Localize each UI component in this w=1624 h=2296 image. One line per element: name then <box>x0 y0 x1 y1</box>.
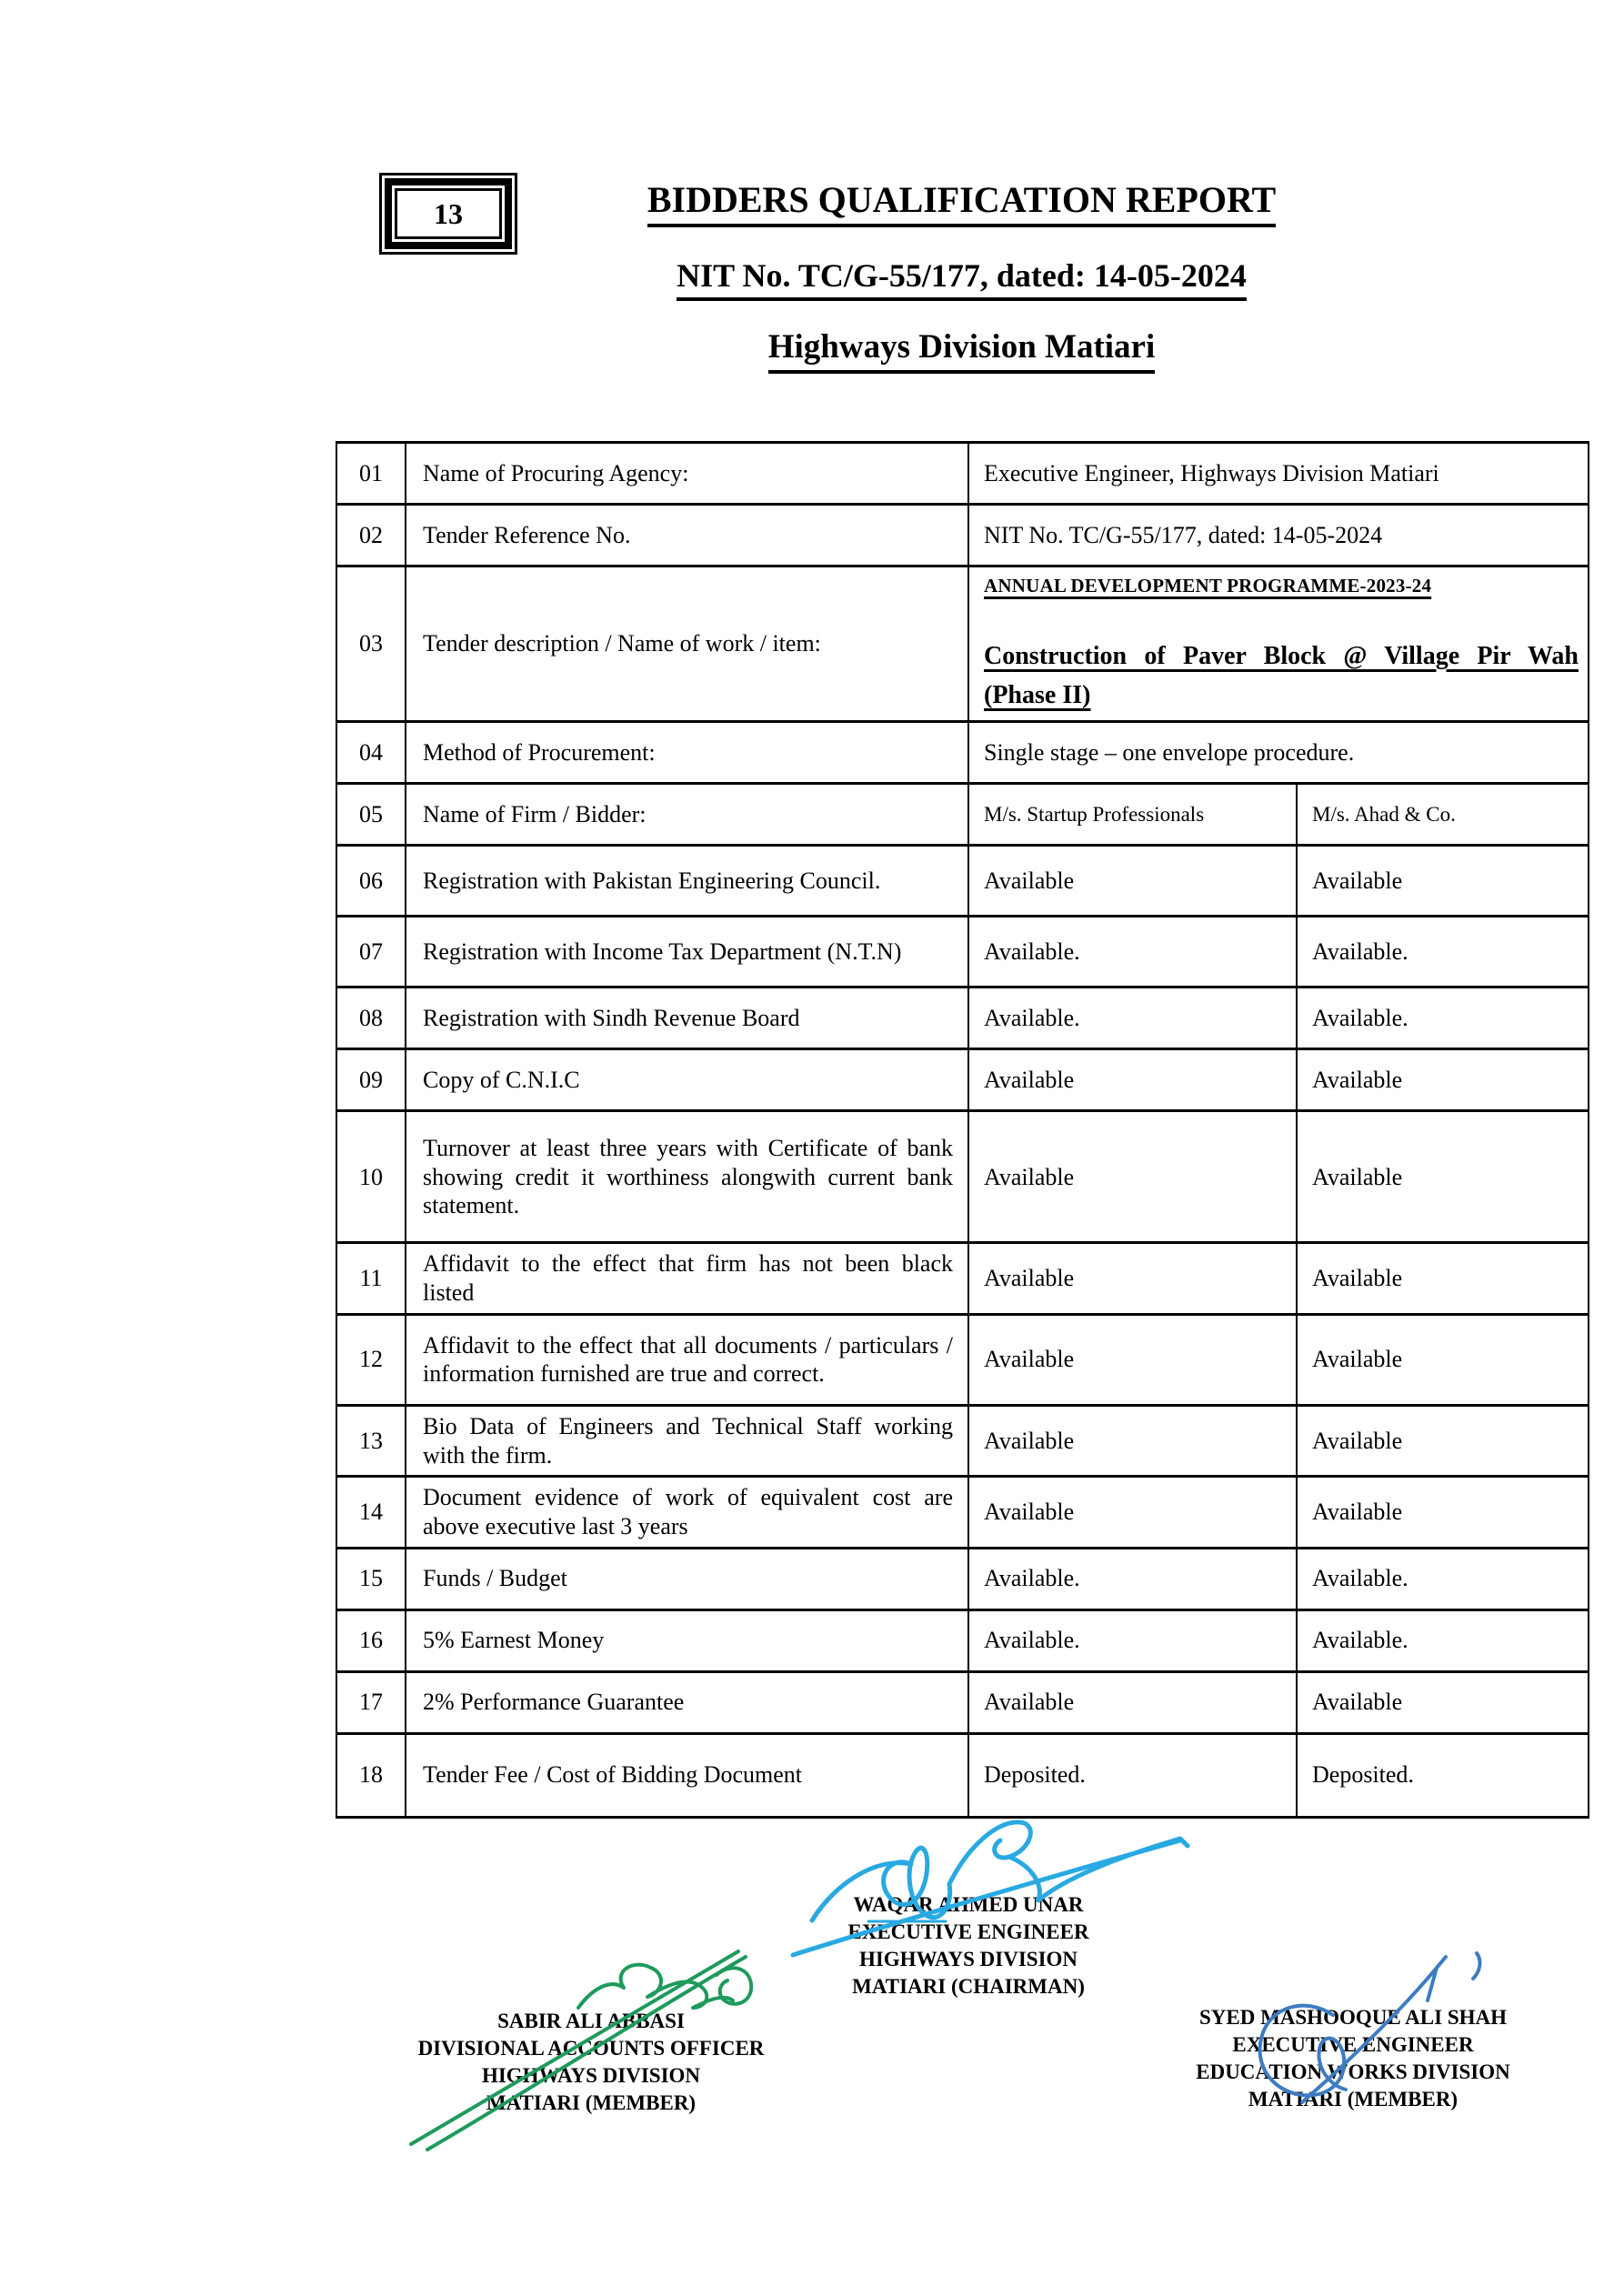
row-description: Registration with Sindh Revenue Board <box>406 988 968 1049</box>
row-number: 02 <box>336 505 406 566</box>
row-value-bidder2: Available <box>1297 1049 1589 1111</box>
row-value-bidder2: Available <box>1297 1405 1589 1476</box>
row-value-bidder2: Available <box>1297 846 1589 917</box>
table-row <box>336 846 1589 917</box>
qualification-table <box>336 441 1589 1819</box>
row-description: Tender description / Name of work / item: <box>406 566 968 722</box>
table-row <box>336 784 1589 846</box>
member-accounts-signature-block <box>355 2008 827 2117</box>
row-number: 05 <box>336 784 406 846</box>
row-number: 11 <box>336 1243 406 1314</box>
table-row <box>336 443 1589 505</box>
row-value-bidder1: Available. <box>968 917 1297 988</box>
row-value-bidder2: Available. <box>1297 988 1589 1049</box>
qualification-table-body <box>336 443 1589 1818</box>
row-number: 01 <box>336 443 406 505</box>
table-row <box>336 1548 1589 1609</box>
row-value-bidder1: M/s. Startup Professionals <box>968 784 1297 846</box>
chairman-title: EXECUTIVE ENGINEER <box>847 1920 1089 1943</box>
row-value-bidder2: Available <box>1297 1477 1589 1548</box>
row-number: 12 <box>336 1314 406 1405</box>
programme-heading: ANNUAL DEVELOPMENT PROGRAMME-2023-24 <box>984 575 1432 597</box>
chairman-signature-block <box>791 1891 1146 2000</box>
row-value-bidder1: Deposited. <box>968 1733 1297 1817</box>
division-title-row <box>336 327 1588 374</box>
row-description: Tender Fee / Cost of Bidding Document <box>406 1733 968 1817</box>
row-description: Name of Firm / Bidder: <box>406 784 968 846</box>
table-row <box>336 722 1589 784</box>
row-value: Executive Engineer, Highways Division Matiari <box>968 443 1589 505</box>
row-number: 06 <box>336 846 406 917</box>
row-description: Affidavit to the effect that all documents / particulars / information furnished are true and correct. <box>406 1314 968 1405</box>
chairman-name: WAQAR AHMED UNAR <box>853 1893 1084 1916</box>
row-value-bidder1: Available. <box>968 1609 1297 1671</box>
row-description: 2% Performance Guarantee <box>406 1671 968 1733</box>
row-number: 16 <box>336 1609 406 1671</box>
row-value-bidder1: Available <box>968 1405 1297 1476</box>
table-row <box>336 988 1589 1049</box>
row-description: Registration with Income Tax Department (N.T.N) <box>406 917 968 988</box>
row-value-bidder2: Deposited. <box>1297 1733 1589 1817</box>
row-value-bidder2: Available <box>1297 1671 1589 1733</box>
row-description: Method of Procurement: <box>406 722 968 784</box>
row-value-bidder1: Available <box>968 1111 1297 1243</box>
table-row <box>336 1609 1589 1671</box>
row-description: Name of Procuring Agency: <box>406 443 968 505</box>
row-value-bidder2: Available <box>1297 1314 1589 1405</box>
row-value-bidder1: Available <box>968 1049 1297 1111</box>
report-title-row <box>336 178 1588 227</box>
nit-reference-row <box>336 256 1588 301</box>
row-value <box>968 566 1589 722</box>
row-value-bidder1: Available <box>968 1314 1297 1405</box>
row-description: Registration with Pakistan Engineering Council. <box>406 846 968 917</box>
row-value-bidder2: Available. <box>1297 1609 1589 1671</box>
table-row <box>336 917 1589 988</box>
table-row <box>336 1671 1589 1733</box>
row-description: Funds / Budget <box>406 1548 968 1609</box>
chairman-division: HIGHWAYS DIVISION <box>858 1947 1078 1970</box>
member-accounts-role: MATIARI (MEMBER) <box>486 2090 697 2114</box>
row-description: Affidavit to the effect that firm has not been black listed <box>406 1243 968 1314</box>
row-description: 5% Earnest Money <box>406 1609 968 1671</box>
member-education-name: SYED MASHOOQUE ALI SHAH <box>1198 2006 1508 2029</box>
table-row <box>336 1049 1589 1111</box>
row-number: 09 <box>336 1049 406 1111</box>
row-number: 18 <box>336 1733 406 1817</box>
row-value-bidder1: Available <box>968 1671 1297 1733</box>
member-accounts-title: DIVISIONAL ACCOUNTS OFFICER <box>417 2036 765 2060</box>
row-number: 17 <box>336 1671 406 1733</box>
member-accounts-division: HIGHWAYS DIVISION <box>481 2063 701 2087</box>
row-description: Turnover at least three years with Certificate of bank showing credit it worthiness alongwith current bank statement. <box>406 1111 968 1243</box>
table-row <box>336 566 1589 722</box>
row-description: Document evidence of work of equivalent cost are above executive last 3 years <box>406 1477 968 1548</box>
page-number: 13 <box>395 188 502 239</box>
row-value-bidder2: Available. <box>1297 917 1589 988</box>
table-row <box>336 505 1589 566</box>
row-value-bidder1: Available. <box>968 1548 1297 1609</box>
row-number: 07 <box>336 917 406 988</box>
row-value-bidder1: Available <box>968 846 1297 917</box>
row-value-bidder2: Available. <box>1297 1548 1589 1609</box>
chairman-role: MATIARI (CHAIRMAN) <box>852 1974 1085 1998</box>
division-title: Highways Division Matiari <box>768 327 1156 374</box>
nit-reference: NIT No. TC/G-55/177, dated: 14-05-2024 <box>677 256 1247 301</box>
row-value: Single stage – one envelope procedure. <box>968 722 1589 784</box>
member-accounts-name: SABIR ALI ABBASI <box>497 2010 685 2032</box>
row-number: 03 <box>336 566 406 722</box>
table-row <box>336 1405 1589 1476</box>
member-education-title: EXECUTIVE ENGINEER <box>1232 2032 1474 2056</box>
row-value-bidder2: M/s. Ahad & Co. <box>1297 784 1589 846</box>
table-row <box>336 1111 1589 1243</box>
member-education-signature-block <box>1135 2004 1571 2113</box>
row-value-bidder1: Available <box>968 1477 1297 1548</box>
row-number: 08 <box>336 988 406 1049</box>
row-value-bidder2: Available <box>1297 1243 1589 1314</box>
row-value-bidder1: Available. <box>968 988 1297 1049</box>
row-value-bidder2: Available <box>1297 1111 1589 1243</box>
table-row <box>336 1243 1589 1314</box>
table-row <box>336 1733 1589 1817</box>
row-value: NIT No. TC/G-55/177, dated: 14-05-2024 <box>968 505 1589 566</box>
row-description: Copy of C.N.I.C <box>406 1049 968 1111</box>
row-number: 13 <box>336 1405 406 1476</box>
row-number: 14 <box>336 1477 406 1548</box>
row-number: 04 <box>336 722 406 784</box>
row-description: Tender Reference No. <box>406 505 968 566</box>
member-education-division: EDUCATION WORKS DIVISION <box>1196 2060 1510 2083</box>
row-number: 10 <box>336 1111 406 1243</box>
row-description: Bio Data of Engineers and Technical Staff working with the firm. <box>406 1405 968 1476</box>
member-education-role: MATIARI (MEMBER) <box>1248 2087 1459 2111</box>
report-title: BIDDERS QUALIFICATION REPORT <box>647 178 1276 227</box>
row-number: 15 <box>336 1548 406 1609</box>
work-name: Construction of Paver Block @ Village Pir Wah (Phase II) <box>984 641 1579 709</box>
row-value-bidder1: Available <box>968 1243 1297 1314</box>
table-row <box>336 1477 1589 1548</box>
table-row <box>336 1314 1589 1405</box>
